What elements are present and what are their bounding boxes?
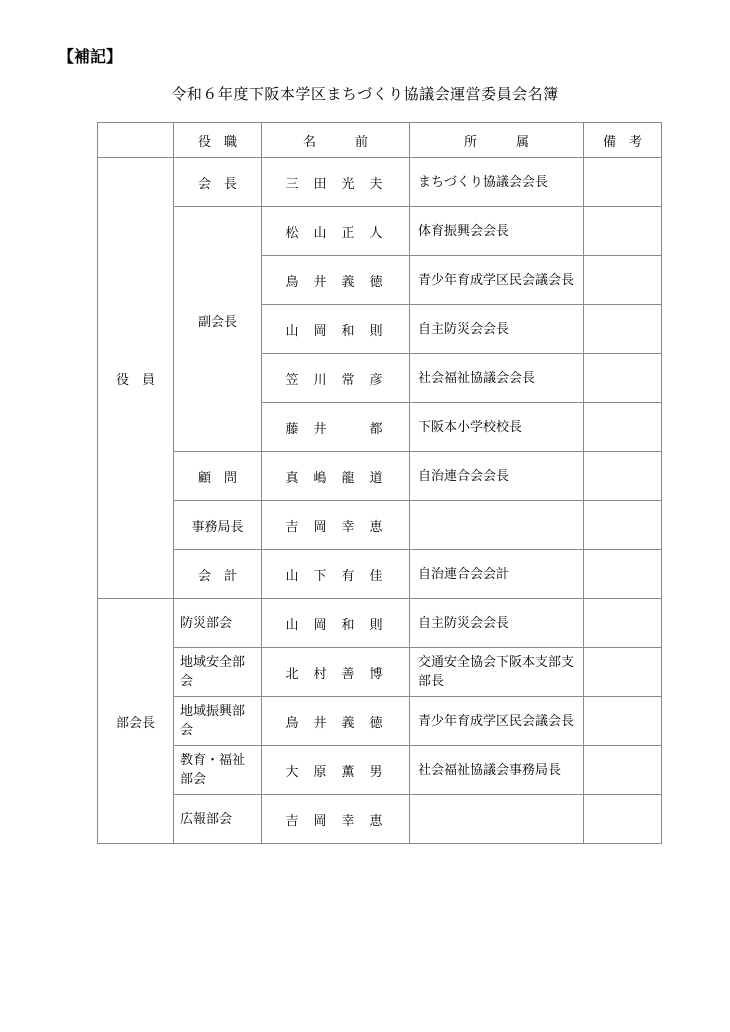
name-cell: 山岡和則 — [262, 599, 410, 648]
role-cell: 会 長 — [174, 158, 262, 207]
table-row — [98, 648, 662, 697]
affiliation-cell: 青少年育成学区民会議会長 — [410, 697, 584, 746]
affiliation-cell: 交通安全協会下阪本支部支部長 — [410, 648, 584, 697]
role-cell: 副会長 — [174, 207, 262, 452]
group-division-heads: 部会長 — [98, 599, 174, 844]
name-cell: 大原薫男 — [262, 746, 410, 795]
remarks-cell — [584, 452, 662, 501]
remarks-cell — [584, 354, 662, 403]
role-cell: 会 計 — [174, 550, 262, 599]
affiliation-cell: 自主防災会会長 — [410, 305, 584, 354]
remarks-cell — [584, 550, 662, 599]
header-role: 役 職 — [174, 123, 262, 158]
remarks-cell — [584, 403, 662, 452]
affiliation-cell — [410, 501, 584, 550]
name-cell: 藤井 都 — [262, 403, 410, 452]
remarks-cell — [584, 795, 662, 844]
table-row — [98, 207, 662, 256]
remarks-cell — [584, 746, 662, 795]
committee-roster-table — [97, 122, 662, 844]
name-cell: 鳥井義徳 — [262, 697, 410, 746]
affiliation-cell: 社会福祉協議会会長 — [410, 354, 584, 403]
table-row — [98, 599, 662, 648]
role-cell: 地域安全部会 — [174, 648, 262, 697]
affiliation-cell: 自治連合会会計 — [410, 550, 584, 599]
role-cell: 事務局長 — [174, 501, 262, 550]
name-cell: 吉岡幸恵 — [262, 795, 410, 844]
name-cell: 北村善博 — [262, 648, 410, 697]
remarks-cell — [584, 697, 662, 746]
affiliation-cell: 社会福祉協議会事務局長 — [410, 746, 584, 795]
name-cell: 真嶋龍道 — [262, 452, 410, 501]
header-row — [98, 123, 662, 158]
remarks-cell — [584, 305, 662, 354]
affiliation-cell: 体育振興会会長 — [410, 207, 584, 256]
name-cell: 三田光夫 — [262, 158, 410, 207]
table-row — [98, 795, 662, 844]
affiliation-cell: まちづくり協議会会長 — [410, 158, 584, 207]
name-cell: 吉岡幸恵 — [262, 501, 410, 550]
remarks-cell — [584, 599, 662, 648]
name-cell: 鳥井義徳 — [262, 256, 410, 305]
table-row — [98, 452, 662, 501]
document-title: 令和６年度下阪本学区まちづくり協議会運営委員会名簿 — [171, 85, 559, 103]
role-cell: 教育・福祉部会 — [174, 746, 262, 795]
remarks-cell — [584, 207, 662, 256]
affiliation-cell — [410, 795, 584, 844]
role-cell: 広報部会 — [174, 795, 262, 844]
affiliation-cell: 青少年育成学区民会議会長 — [410, 256, 584, 305]
header-remarks: 備 考 — [584, 123, 662, 158]
affiliation-cell: 自治連合会会長 — [410, 452, 584, 501]
remarks-cell — [584, 501, 662, 550]
role-cell: 防災部会 — [174, 599, 262, 648]
remarks-cell — [584, 648, 662, 697]
table-row — [98, 746, 662, 795]
table-row — [98, 550, 662, 599]
table-row — [98, 158, 662, 207]
remarks-cell — [584, 256, 662, 305]
name-cell: 山岡和則 — [262, 305, 410, 354]
affiliation-cell: 自主防災会会長 — [410, 599, 584, 648]
note-label: 【補記】 — [58, 47, 123, 66]
role-cell: 地域振興部会 — [174, 697, 262, 746]
remarks-cell — [584, 158, 662, 207]
affiliation-cell: 下阪本小学校校長 — [410, 403, 584, 452]
table-row — [98, 501, 662, 550]
name-cell: 笠川常彦 — [262, 354, 410, 403]
table-row — [98, 697, 662, 746]
group-officers: 役 員 — [98, 158, 174, 599]
role-cell: 顧 問 — [174, 452, 262, 501]
header-name: 名 前 — [262, 123, 410, 158]
name-cell: 山下有佳 — [262, 550, 410, 599]
header-affiliation: 所 属 — [410, 123, 584, 158]
header-group — [98, 123, 174, 158]
name-cell: 松山正人 — [262, 207, 410, 256]
